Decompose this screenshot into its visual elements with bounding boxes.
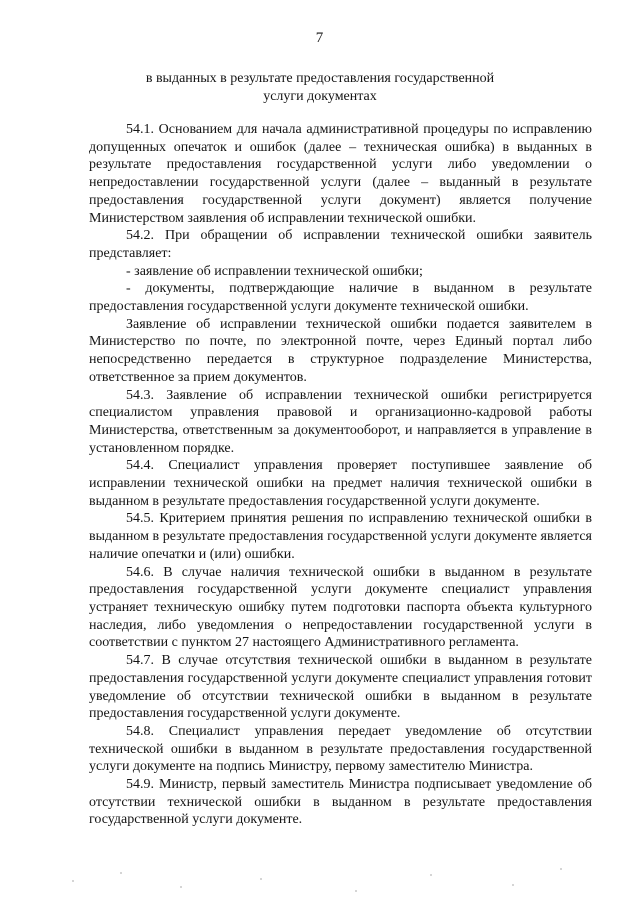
paragraph-54-1: 54.1. Основанием для начала административной процедуры по исправлению допущенных опечаток и ошибок (далее – техническая ошибка) в выданных в результате предоставления государственной услуги либо уведомлении о непредоставлении государственной услуги (далее – выданный в результате предоставления государственной услуги документ) является получение Министерством заявления об исправлении технической ошибки.: [89, 122, 592, 226]
paragraph-54-7: 54.7. В случае отсутствия технической ошибки в выданном в результате предоставления государственной услуги документе специалист управления готовит уведомление об отсутствии технической ошибки в выданном в результате предоставления государственной услуги документе.: [89, 653, 592, 722]
paragraph-54-9: 54.9. Министр, первый заместитель Министра подписывает уведомление об отсутствии технической ошибки в выданном в результате предоставления государственной услуги документе.: [89, 777, 592, 828]
paragraph-application-submission: Заявление об исправлении технической ошибки подается заявителем в Министерство по почте, по электронной почте, через Единый портал либо непосредственно передается в структурное подразделение Министерства, ответственное за прием документов.: [89, 316, 592, 385]
paragraph-54-5: 54.5. Критерием принятия решения по исправлению технической ошибки в выданном в результате предоставления государственной услуги документе является наличие опечатки и (или) ошибки.: [89, 511, 592, 562]
section-heading: [120, 70, 520, 106]
section-heading-line-2: услуги документах: [263, 89, 377, 104]
paragraph-54-6: 54.6. В случае наличия технической ошибки в выданном в результате предоставления государственной услуги документе специалист управления устраняет техническую ошибку путем подготовки паспорта объекта культурного наследия, либо уведомления о непредоставлении государственной услуги в соответствии с пунктом 27 настоящего Административного регламента.: [89, 564, 592, 651]
document-body: [89, 121, 592, 829]
list-item-documents: - документы, подтверждающие наличие в выданном в результате предоставления государственной услуги документе технической ошибки.: [89, 281, 592, 315]
page-number: 7: [315, 30, 324, 46]
paragraph-54-3: 54.3. Заявление об исправлении технической ошибки регистрируется специалистом управления правовой и организационно-кадровой работы Министерства, ответственным за документооборот, и направляется в управление в установленном порядке.: [89, 387, 592, 456]
paragraph-54-2: 54.2. При обращении об исправлении технической ошибки заявитель представляет:: [89, 228, 592, 261]
list-item-application: - заявление об исправлении технической ошибки;: [126, 263, 423, 279]
paragraph-54-4: 54.4. Специалист управления проверяет поступившее заявление об исправлении технической ошибки на предмет наличия технической ошибки в выданном в результате предоставления государственной услуги документе.: [89, 458, 592, 509]
paragraph-54-8: 54.8. Специалист управления передает уведомление об отсутствии технической ошибки в выданном в результате предоставления государственной услуги документе на подпись Министру, первому заместителю Министра.: [89, 723, 592, 775]
section-heading-line-1: в выданных в результате предоставления государственной: [145, 71, 495, 86]
